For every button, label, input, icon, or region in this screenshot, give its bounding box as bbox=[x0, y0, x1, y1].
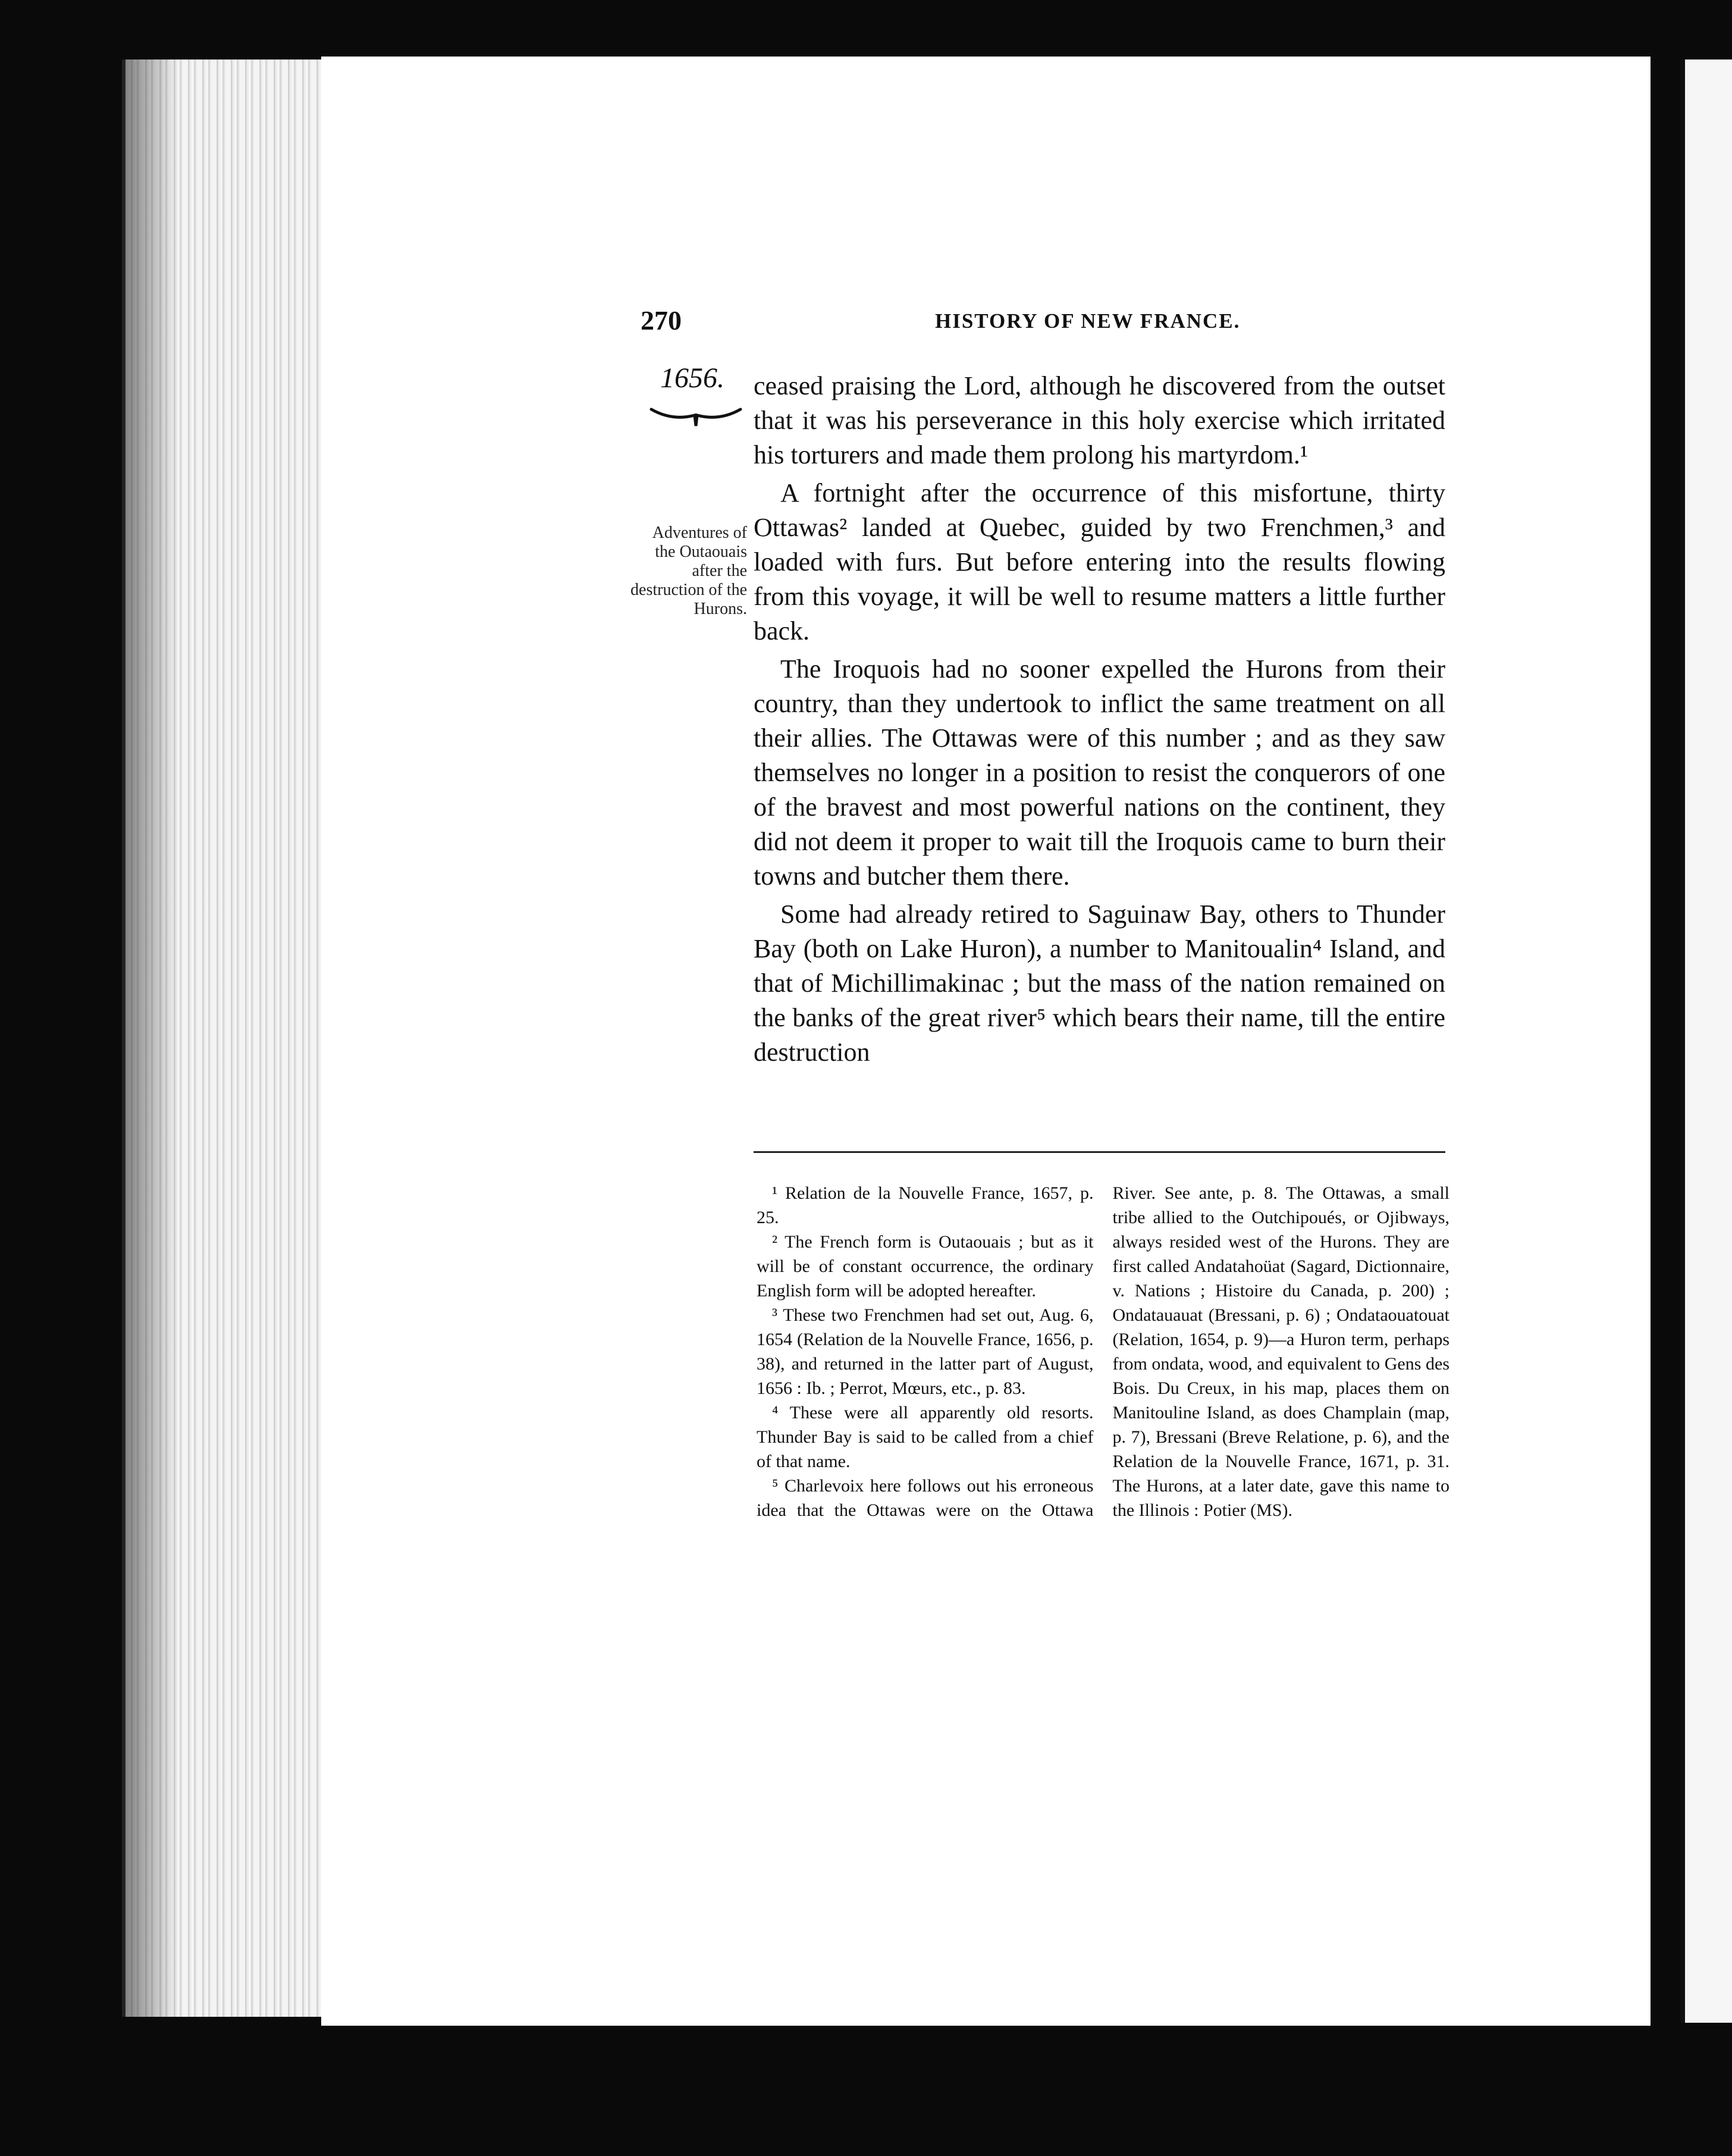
margin-note: Adventures of the Outaouais after the destruction of the Hurons. bbox=[630, 524, 747, 618]
book-page-edge bbox=[122, 59, 325, 2017]
paragraph: Some had already retired to Saguinaw Bay, others to Thunder Bay (both on Lake Huron), a number to Manitoualin⁴ Island, and that of Michillimakinac ; but the mass of the nation remained on the banks of the great river⁵ which bears their name, till the entire destruction bbox=[754, 900, 1445, 1067]
facing-page-edge bbox=[1680, 59, 1732, 2023]
paragraph: The Iroquois had no sooner expelled the Hurons from their country, than they undertook to inflict the same treatment on all their allies. The Ottawas were of this number ; and as they saw themselves no longer in a position to resist the conquerors of one of the bravest and most powerful nations on the continent, they did not deem it proper to wait till the Iroquois came to burn their towns and butcher them there. bbox=[754, 654, 1445, 891]
paragraph: ceased praising the Lord, although he discovered from the outset that it was his perseverance in this holy exercise which irritated his torturers and made them prolong his martyrdom.¹ bbox=[754, 371, 1445, 469]
margin-brace-icon bbox=[648, 405, 743, 428]
running-title: HISTORY OF NEW FRANCE. bbox=[935, 309, 1241, 333]
paragraph: A fortnight after the occurrence of this misfortune, thirty Ottawas² landed at Quebec, guided by two Frenchmen,³ and loaded with furs. But before entering into the results flowing from this voyage, it will be well to resume matters a little further back. bbox=[754, 478, 1445, 645]
footnote: ² The French form is Outaouais ; but as it will be of constant occurrence, the ordinary English form will be adopted hereafter. bbox=[757, 1232, 1094, 1301]
footnote-divider bbox=[754, 1151, 1445, 1153]
margin-year: 1656. bbox=[660, 362, 724, 394]
footnote: ³ These two Frenchmen had set out, Aug. 6, 1654 (Relation de la Nouvelle France, 1656, p. 38), and returned in the latter part of August, 1656 : Ib. ; Perrot, Mœurs, etc., p. 83. bbox=[757, 1305, 1094, 1398]
footnote: ¹ Relation de la Nouvelle France, 1657, p. 25. bbox=[757, 1183, 1094, 1227]
body-text bbox=[754, 369, 1445, 1070]
footnote: ⁵ Charlevoix here follows out his erroneous idea that the Ottawas were on the Ottawa River. See ante, p. 8. The Ottawas, a small tribe allied to the Outchipoués, or Ojibways, always resided west of the Hurons. They are first called Andatahoüat (Sagard, Dictionnaire, v. Nations ; Histoire du Canada, p. 200) ; Ondatauauat (Bressani, p. 6) ; Ondataouatouat (Relation, 1654, p. 9)—a Huron term, perhaps from ondata, wood, and equivalent to Gens des Bois. Du Creux, in his map, places them on Manitouline Island, as does Champlain (map, p. 7), Bressani (Breve Relatione, p. 6), and the Relation de la Nouvelle France, 1671, p. 31. The Hurons, at a later date, gave this name to the Illinois : Potier (MS). bbox=[757, 1183, 1449, 1520]
footnote: ⁴ These were all apparently old resorts. Thunder Bay is said to be called from a chief of that name. bbox=[757, 1403, 1094, 1471]
page-number: 270 bbox=[641, 305, 682, 336]
footnotes bbox=[757, 1181, 1449, 1522]
running-head bbox=[641, 305, 1259, 346]
